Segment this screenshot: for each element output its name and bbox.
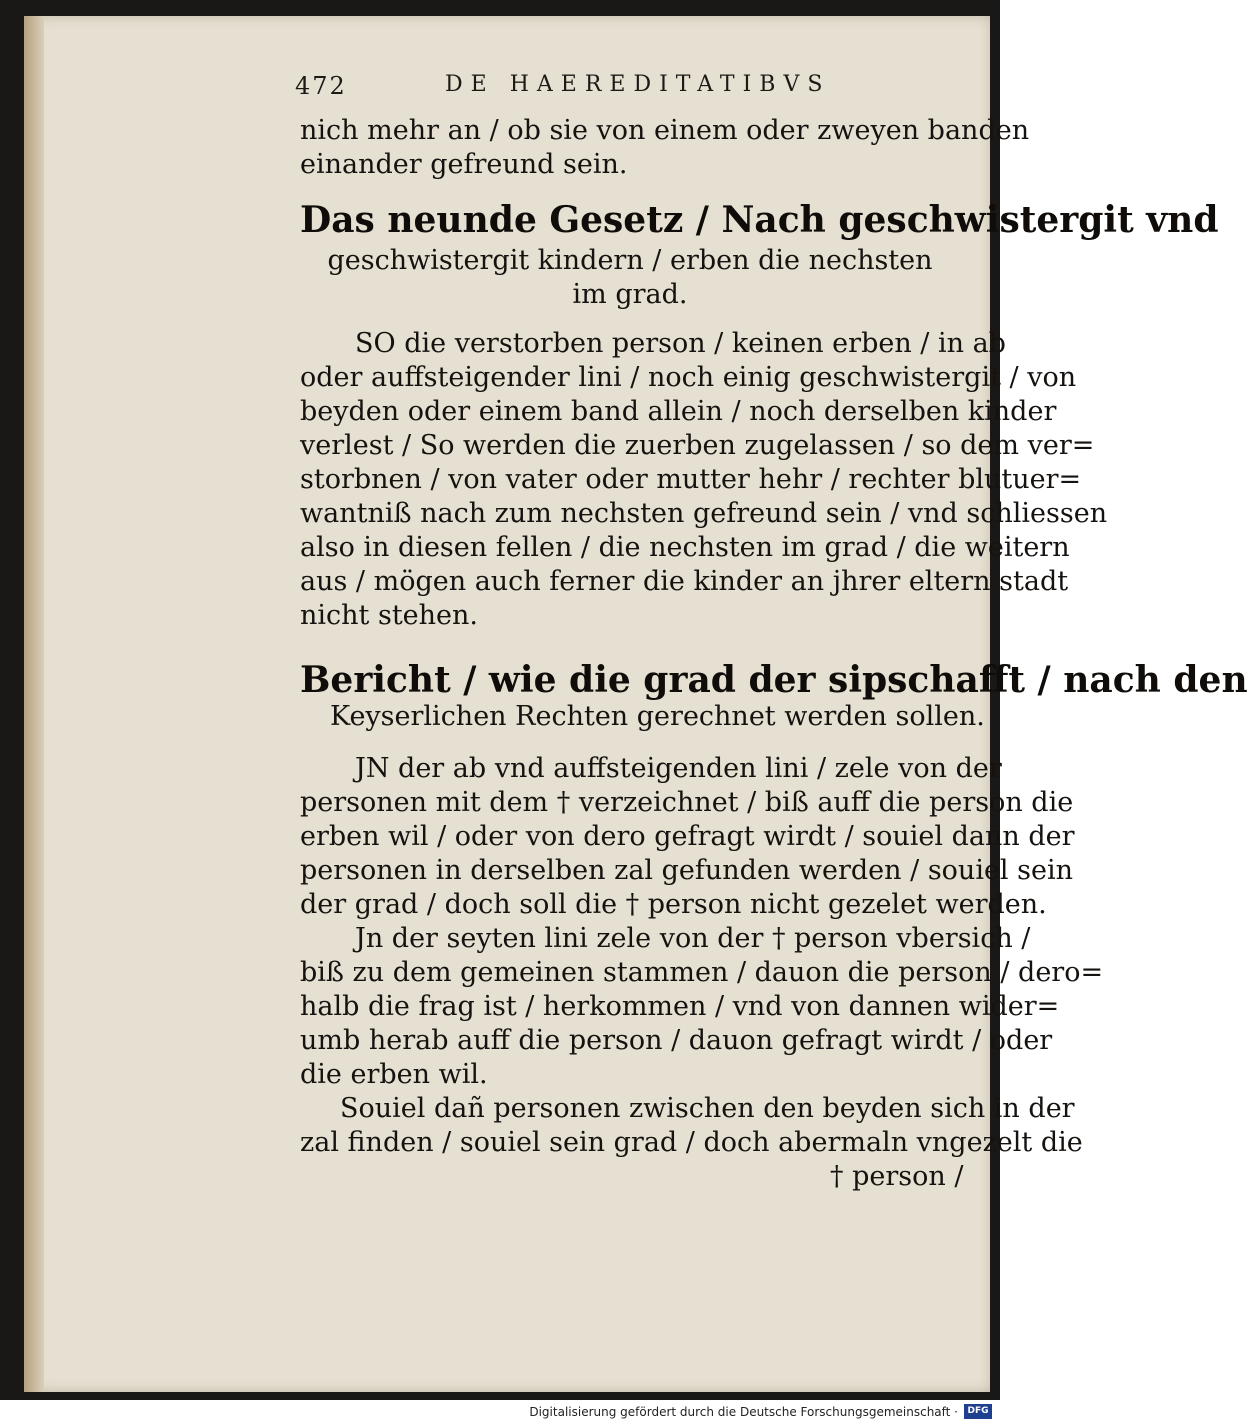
text-line: SO die verstorben person / keinen erben / in ab xyxy=(355,328,1006,359)
text-line: † person / xyxy=(830,1161,964,1192)
text-line: storbnen / von vater oder mutter hehr / rechter blutuer= xyxy=(300,464,1082,495)
text-line: einander gefreund sein. xyxy=(300,149,628,180)
dfg-logo-icon: DFG xyxy=(964,1404,992,1419)
page-number: 472 xyxy=(295,72,347,100)
text-line: erben wil / oder von dero gefragt wirdt / souiel dann der xyxy=(300,821,1075,852)
text-line: nicht stehen. xyxy=(300,600,478,631)
footer-credit: Digitalisierung gefördert durch die Deutsche Forschungsgemeinschaft · xyxy=(529,1405,958,1419)
text-line: JN der ab vnd auffsteigenden lini / zele von der xyxy=(355,753,1002,784)
text-line: umb herab auff die person / dauon gefragt wirdt / oder xyxy=(300,1025,1053,1056)
section-heading: Das neunde Gesetz / Nach geschwistergit vnd xyxy=(300,199,1219,241)
text-line: beyden oder einem band allein / noch derselben kinder xyxy=(300,396,1057,427)
text-line: die erben wil. xyxy=(300,1059,488,1090)
text-line: aus / mögen auch ferner die kinder an jhrer eltern stadt xyxy=(300,566,1069,597)
page-gutter xyxy=(24,16,44,1392)
text-line: Jn der seyten lini zele von der † person vbersich / xyxy=(355,923,1031,954)
running-title: DE HAEREDITATIBVS xyxy=(445,72,831,97)
text-line: wantniß nach zum nechsten gefreund sein / vnd schliessen xyxy=(300,498,1108,529)
section-heading: Bericht / wie die grad der sipschafft / nach den xyxy=(300,659,1248,701)
section-heading-sub: geschwistergit kindern / erben die nechsten xyxy=(327,245,933,276)
text-line: Souiel dañ personen zwischen den beyden sich in der xyxy=(340,1093,1075,1124)
digitization-footer xyxy=(0,1400,1000,1424)
text-line: verlest / So werden die zuerben zugelassen / so dem ver= xyxy=(300,430,1095,461)
text-line: der grad / doch soll die † person nicht gezelet werden. xyxy=(300,889,1047,920)
section-heading-sub: Keyserlichen Rechten gerechnet werden sollen. xyxy=(330,701,985,732)
text-line: halb die frag ist / herkommen / vnd von dannen wider= xyxy=(300,991,1060,1022)
text-line: also in diesen fellen / die nechsten im grad / die weitern xyxy=(300,532,1070,563)
section-heading-sub: im grad. xyxy=(572,279,688,310)
text-line: oder auffsteigender lini / noch einig geschwistergit / von xyxy=(300,362,1077,393)
text-line: personen in derselben zal gefunden werden / souiel sein xyxy=(300,855,1074,886)
text-line: personen mit dem † verzeichnet / biß auff die person die xyxy=(300,787,1074,818)
running-header xyxy=(295,72,865,102)
text-line: nich mehr an / ob sie von einem oder zweyen banden xyxy=(300,115,1030,146)
text-line: biß zu dem gemeinen stammen / dauon die person / dero= xyxy=(300,957,1104,988)
text-line: zal finden / souiel sein grad / doch abermaln vngezelt die xyxy=(300,1127,1083,1158)
